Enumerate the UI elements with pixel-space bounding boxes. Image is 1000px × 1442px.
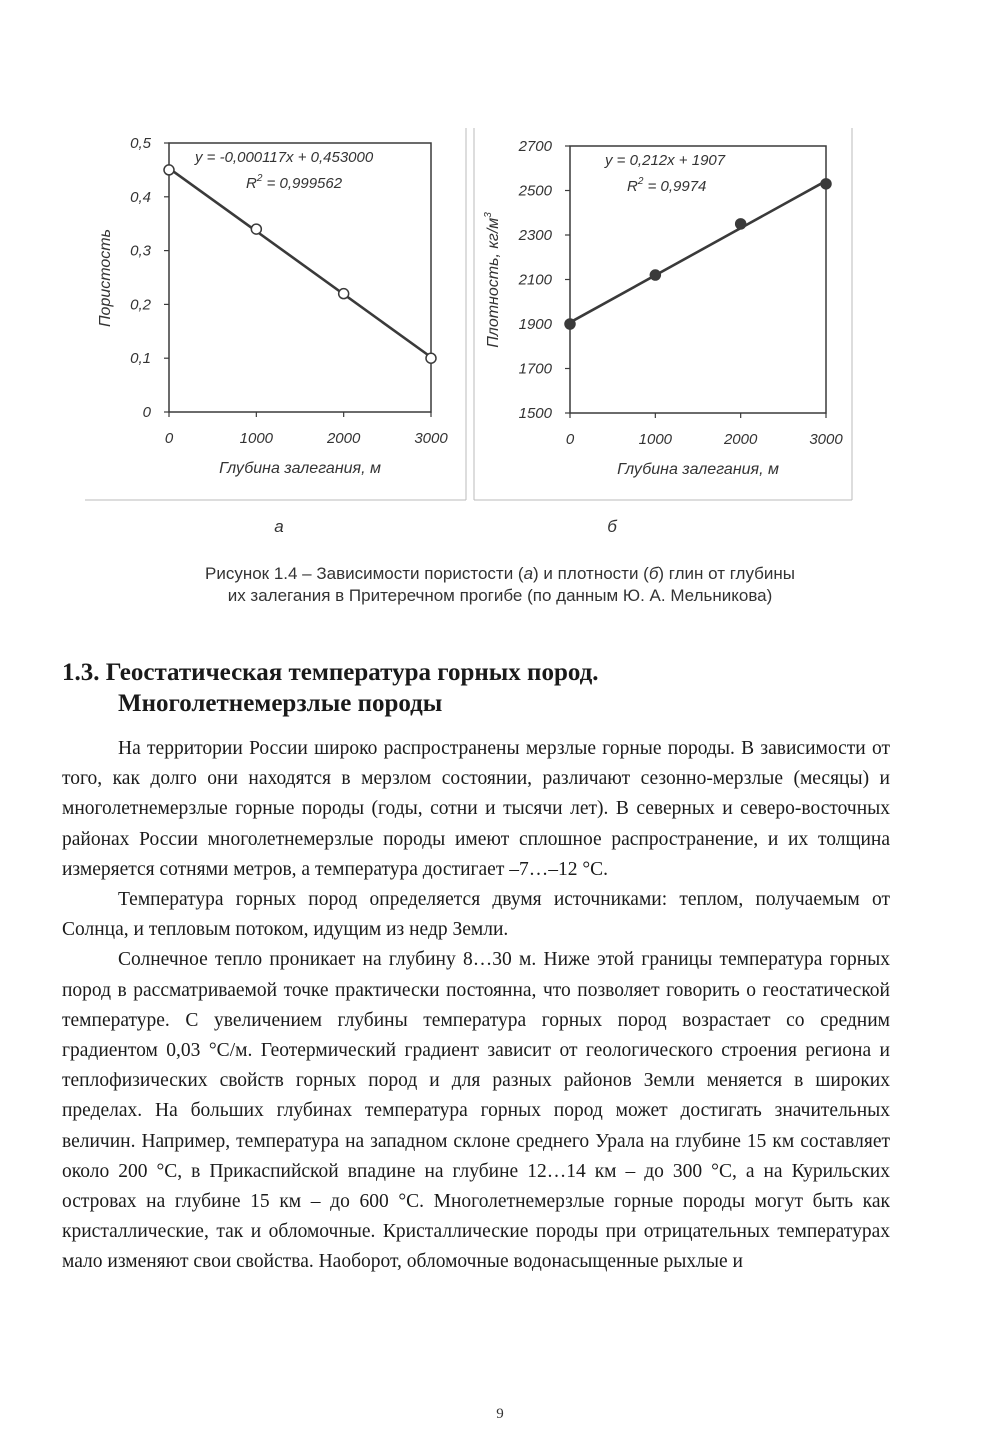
x-tick-label: 3000 bbox=[414, 430, 448, 447]
data-marks-a bbox=[164, 165, 436, 363]
data-point bbox=[164, 165, 174, 175]
x-axis-label-a: Глубина залегания, м bbox=[219, 460, 381, 477]
r2-a: $R^2 = 0,999562$ bbox=[246, 173, 343, 192]
data-point bbox=[339, 289, 349, 299]
trendline bbox=[169, 168, 431, 357]
equation-a: y = -0,000117x + 0,453000 bbox=[195, 149, 374, 166]
body-text bbox=[62, 734, 890, 1278]
data-point bbox=[426, 353, 436, 363]
data-point bbox=[650, 270, 660, 280]
chart-density bbox=[474, 128, 852, 536]
y-axis-label-b: Плотность, $кг/м^3$ bbox=[483, 212, 502, 348]
y-axis-label-a: Пористость bbox=[97, 228, 114, 328]
figure-caption bbox=[100, 563, 900, 607]
y-tick-labels-b bbox=[518, 138, 570, 422]
y-tick-label: 2100 bbox=[518, 271, 552, 289]
x-tick-label: 2000 bbox=[723, 431, 758, 448]
section-title-line-1: 1.3. Геостатическая температура горных пород. bbox=[62, 659, 599, 686]
caption-line-1: Рисунок 1.4 – Зависимости пористости (а) и плотности (б) глин от глубины bbox=[204, 564, 796, 583]
y-tick-label: 0,1 bbox=[130, 350, 151, 368]
y-tick-labels-a bbox=[130, 135, 169, 421]
y-axis-label-b-text: Плотность, кг/м bbox=[485, 217, 502, 348]
y-tick-label: 1500 bbox=[518, 405, 552, 422]
x-tick-label: 1000 bbox=[239, 430, 274, 447]
data-point bbox=[736, 219, 746, 229]
trendline bbox=[570, 181, 826, 323]
y-tick-label: 1700 bbox=[518, 360, 552, 378]
x-axis-label-b: Глубина залегания, м bbox=[617, 461, 779, 478]
r2-b: $R^2 = 0,9974$ bbox=[627, 176, 707, 195]
section-title-line-2: Многолетнемерзлые породы bbox=[118, 690, 443, 717]
data-marks-b bbox=[565, 179, 831, 329]
x-tick-label: 0 bbox=[164, 430, 174, 447]
data-point bbox=[565, 319, 575, 329]
x-tick-label: 2000 bbox=[326, 430, 361, 447]
r2-value-b: = 0,9974 bbox=[643, 178, 707, 195]
x-tick-label: 1000 bbox=[638, 431, 673, 448]
panel-label-a: а bbox=[274, 517, 284, 536]
data-point bbox=[251, 224, 261, 234]
r2-label-b: R bbox=[627, 178, 638, 195]
equation-b: y = 0,212x + 1907 bbox=[605, 152, 726, 169]
chart-porosity bbox=[85, 128, 466, 536]
y-tick-label: 0,2 bbox=[130, 296, 151, 314]
r2-value-a: = 0,999562 bbox=[262, 175, 343, 192]
x-tick-label: 0 bbox=[565, 431, 575, 448]
r2-label-a: R bbox=[246, 175, 257, 192]
x-tick-labels-b bbox=[566, 413, 844, 448]
y-tick-label: 0,4 bbox=[130, 188, 151, 206]
y-tick-label: 2300 bbox=[518, 227, 552, 244]
y-tick-label: 0,5 bbox=[130, 135, 151, 152]
page-number: 9 bbox=[496, 1406, 504, 1422]
y-tick-label: 2700 bbox=[518, 138, 552, 155]
x-tick-label: 3000 bbox=[809, 431, 843, 448]
paragraph-2: Температура горных пород определяется двумя источниками: теплом, получаемым от Солнца, и тепловым потоком, идущим из недр Земли. bbox=[62, 889, 890, 941]
caption-line-2: их залегания в Притеречном прогибе (по данным Ю. А. Мельникова) bbox=[227, 586, 773, 605]
y-tick-label: 0,3 bbox=[130, 242, 151, 260]
y-tick-label: 2500 bbox=[518, 182, 552, 200]
y-tick-label: 0 bbox=[142, 404, 151, 421]
y-tick-label: 1900 bbox=[518, 316, 552, 333]
panel-label-b: б bbox=[607, 517, 617, 536]
x-tick-labels-a bbox=[165, 412, 449, 447]
data-point bbox=[821, 179, 831, 189]
paragraph-3: Солнечное тепло проникает на глубину 8…30 м. Ниже этой границы температура горных пород в рассматриваемой точке практически постоянна, что позволяет говорить о геостатической температуре. С увеличением глубины температура горных пород возрастает со средним градиентом 0,03 °С/м. Геотермический градиент зависит от геологического строения региона и теплофизических свойств горных пород и для разных районов Земли меняется в широких пределах. На больших глубинах температура горных пород может достигать значительных величин. Например, температура на западном склоне среднего Урала на глубине 15 км составляет около 200 °С, в Прикаспийской впадине на глубине 12…14 км – до 300 °С, а на Курильских островах на глубине 15 км – до 600 °С. Многолетнемерзлые горные породы могут быть как кристаллические, так и обломочные. Кристаллические породы при отрицательных температурах мало изменяют свои свойства. Наоборот, обломочные водонасыщенные рыхлые и bbox=[62, 949, 890, 1273]
paragraph-1: На территории России широко распространены мерзлые горные породы. В зависимости от того, как долго они находятся в мерзлом состоянии, различают сезонно-мерзлые (месяцы) и многолетнемерзлые горные породы (годы, сотни и тысячи лет). В северных и северо-восточных районах России многолетнемерзлые породы имеют сплошное распространение, и их толщина измеряется сотнями метров, а температура достигает –7…–12 °С. bbox=[62, 738, 890, 880]
section-title bbox=[62, 657, 942, 719]
figure-charts bbox=[0, 0, 1000, 545]
